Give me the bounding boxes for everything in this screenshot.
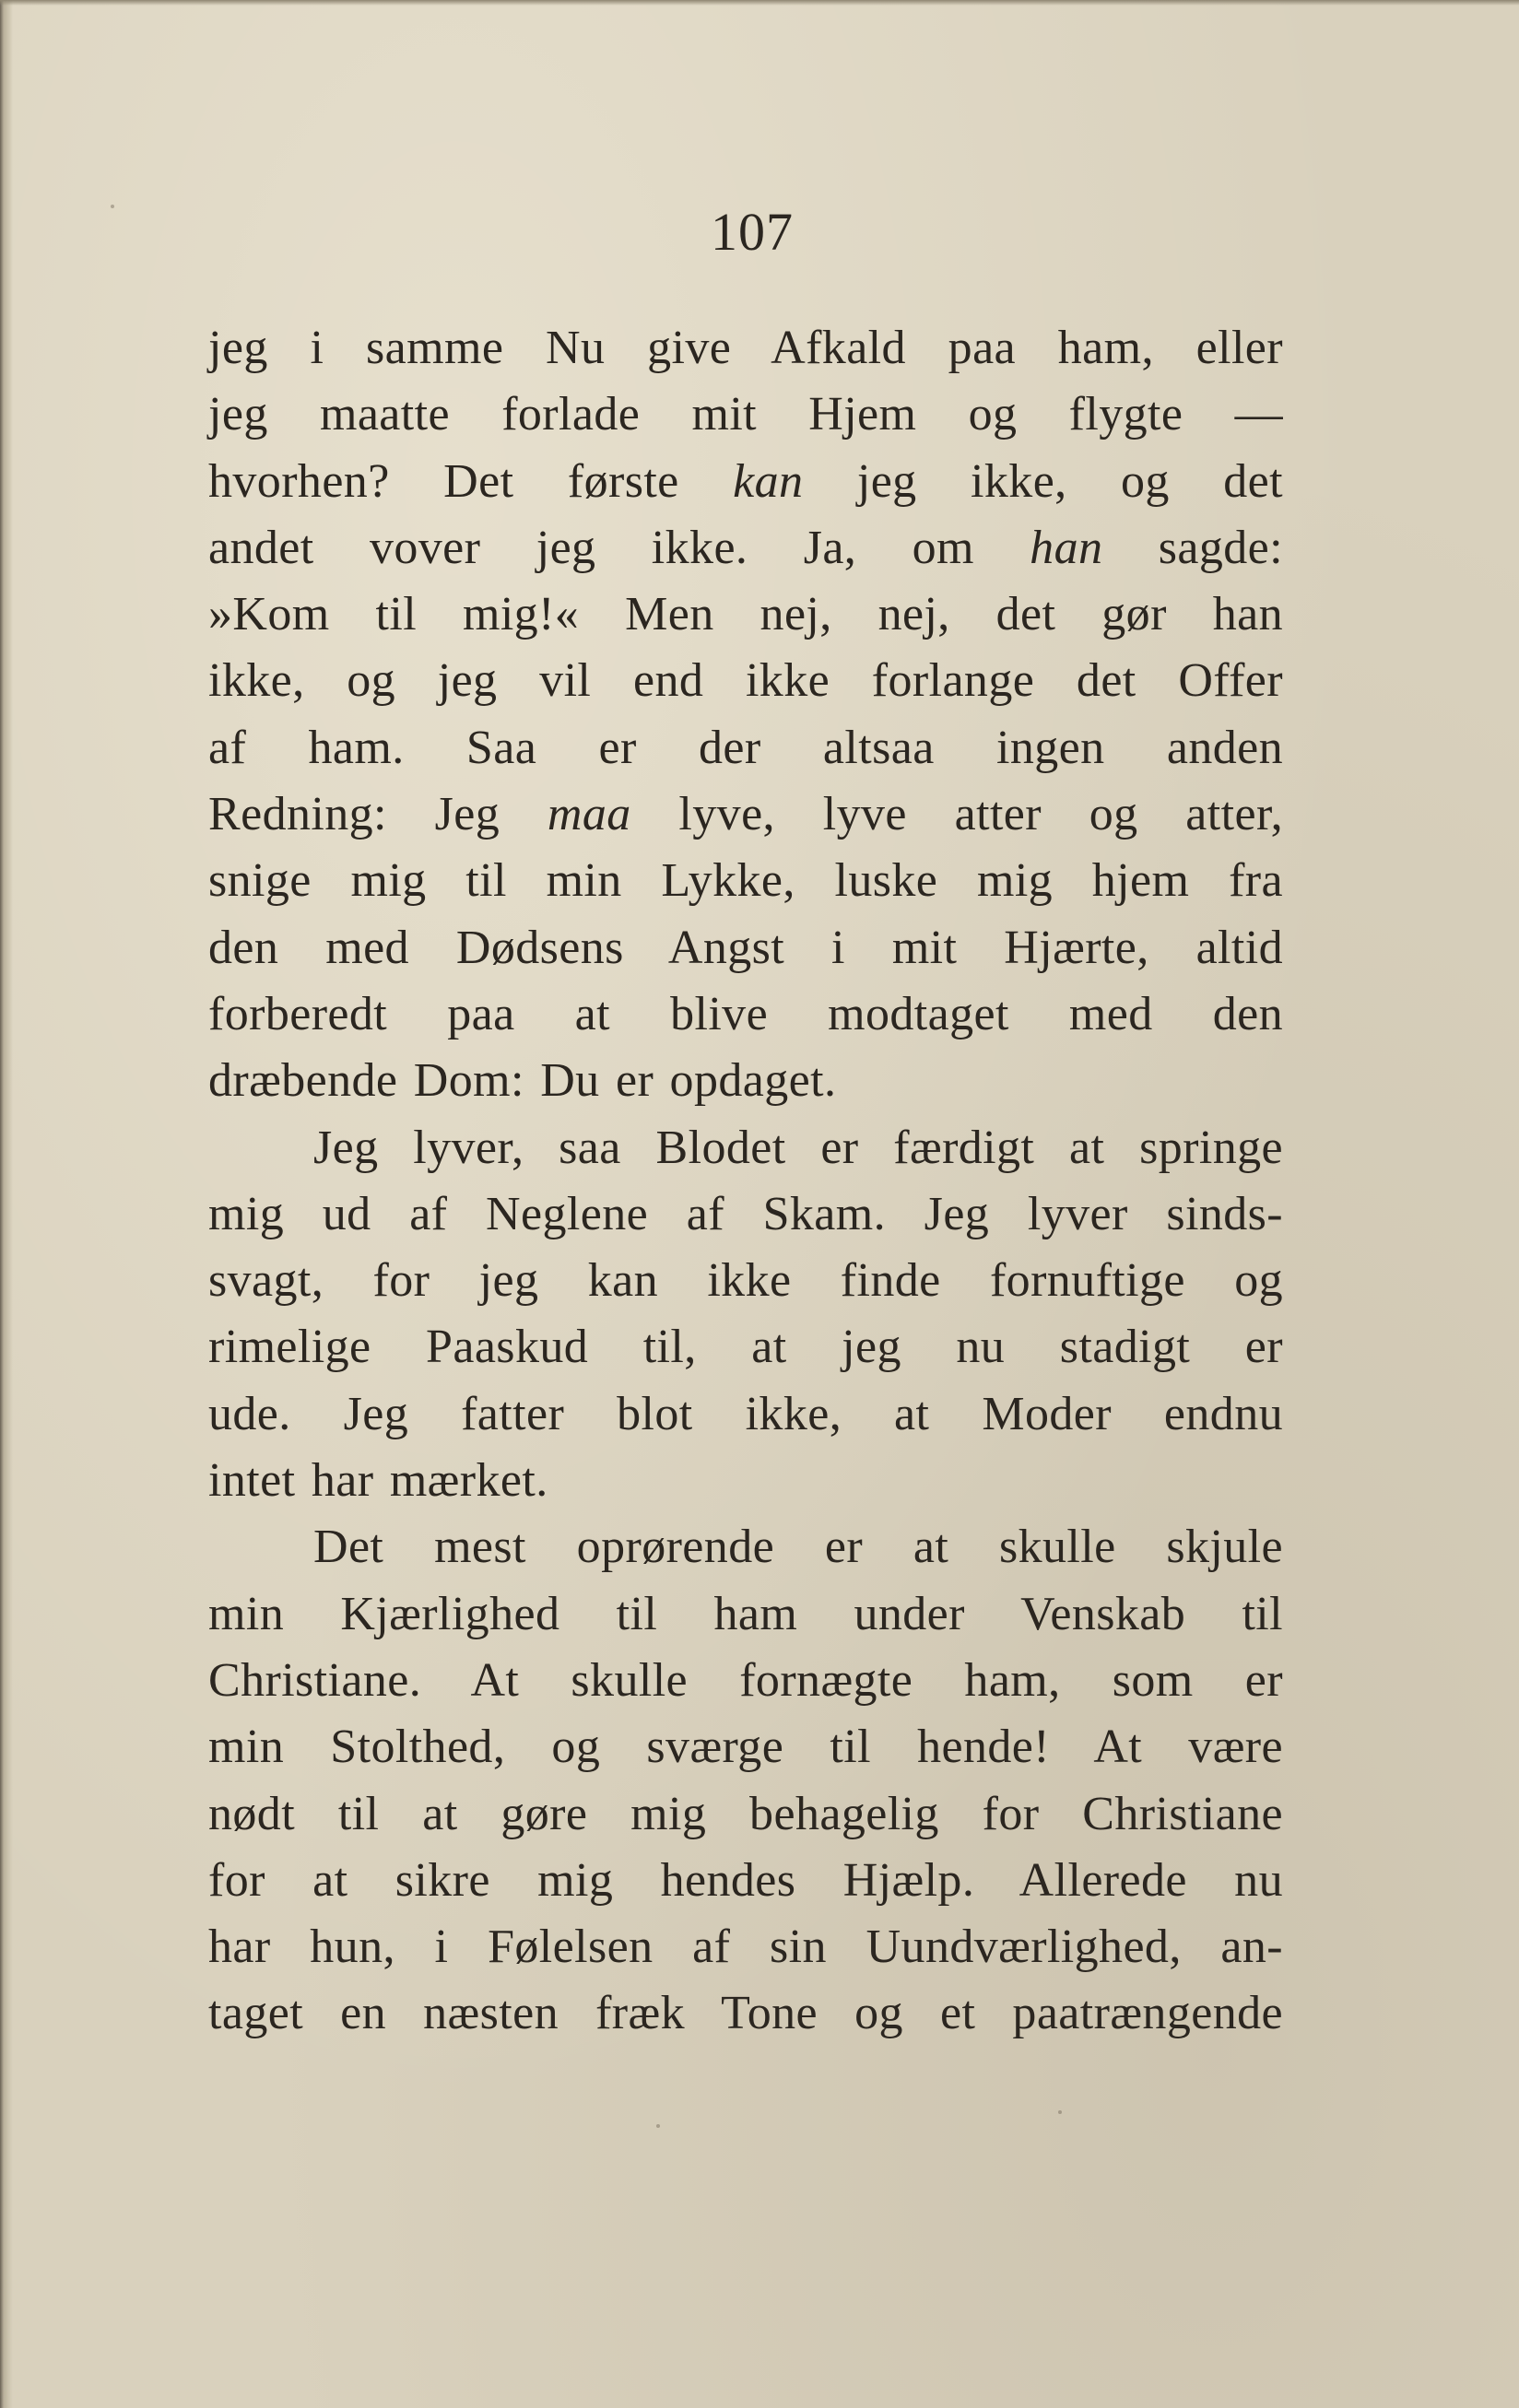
text-line <box>208 1048 1283 1114</box>
page-binding-edge <box>0 0 13 2408</box>
emphasis-text: han <box>1030 521 1103 574</box>
text-line <box>208 848 1283 914</box>
line-text: taget en næsten fræk Tone og et paatrængende <box>208 1987 1283 2040</box>
line-text: har hun, i Følelsen af sin Uundværlighed, an- <box>208 1921 1283 1974</box>
line-text: andet vover jeg ikke. Ja, om <box>208 521 1030 574</box>
line-text: min Stolthed, og sværge til hende! At være <box>208 1721 1283 1774</box>
text-line <box>208 1248 1283 1314</box>
line-text: jeg ikke, og det <box>803 454 1284 508</box>
line-text: af ham. Saa er der altsaa ingen anden <box>208 721 1283 774</box>
line-text: jeg maatte forlade mit Hjem og flygte — <box>208 388 1283 441</box>
text-line <box>208 1914 1283 1980</box>
text-line <box>208 715 1283 781</box>
emphasis-text: maa <box>547 788 631 841</box>
text-line <box>208 1115 1283 1181</box>
paper-speck <box>656 2124 660 2128</box>
text-line <box>208 315 1283 382</box>
text-line <box>208 1514 1283 1580</box>
emphasis-text: kan <box>733 454 804 508</box>
line-text: svagt, for jeg kan ikke finde fornuftige og <box>208 1254 1283 1308</box>
page-top-edge <box>0 0 1519 6</box>
text-line <box>208 1381 1283 1448</box>
page-number: 107 <box>711 202 794 262</box>
line-text: min Kjærlighed til ham under Venskab til <box>208 1587 1283 1640</box>
text-line <box>208 1781 1283 1848</box>
text-line <box>208 449 1283 515</box>
line-text: dræbende Dom: Du er opdaget. <box>208 1054 837 1108</box>
line-text: Christiane. At skulle fornægte ham, som er <box>208 1653 1283 1707</box>
text-line <box>208 1980 1283 2047</box>
line-text: den med Dødsens Angst i mit Hjærte, altid <box>208 921 1283 974</box>
line-text: ikke, og jeg vil end ikke forlange det Offer <box>208 654 1283 708</box>
text-line <box>208 781 1283 848</box>
text-line <box>208 1714 1283 1780</box>
text-line <box>208 581 1283 648</box>
line-text: ude. Jeg fatter blot ikke, at Moder endnu <box>208 1387 1283 1440</box>
text-line <box>208 1448 1283 1514</box>
line-text: snige mig til min Lykke, luske mig hjem fra <box>208 854 1283 908</box>
line-text: sagde: <box>1102 521 1283 574</box>
text-line <box>208 981 1283 1048</box>
text-line <box>208 1314 1283 1380</box>
line-text: Redning: Jeg <box>208 788 548 841</box>
text-line <box>208 915 1283 981</box>
text-line <box>208 1848 1283 1914</box>
line-text: Jeg lyver, saa Blodet er færdigt at springe <box>313 1121 1283 1174</box>
line-text: mig ud af Neglene af Skam. Jeg lyver sinds- <box>208 1187 1283 1240</box>
line-text: lyve, lyve atter og atter, <box>630 788 1283 841</box>
line-text: forberedt paa at blive modtaget med den <box>208 987 1283 1040</box>
text-line <box>208 1581 1283 1648</box>
text-line <box>208 648 1283 714</box>
line-text: nødt til at gøre mig behagelig for Christiane <box>208 1787 1283 1840</box>
text-line <box>208 1648 1283 1714</box>
text-line <box>208 515 1283 581</box>
text-line <box>208 1181 1283 1248</box>
line-text: »Kom til mig!« Men nej, nej, det gør han <box>208 588 1283 641</box>
line-text: for at sikre mig hendes Hjælp. Allerede nu <box>208 1853 1283 1907</box>
line-text: hvorhen? Det første <box>208 454 734 508</box>
line-text: Det mest oprørende er at skulle skjule <box>313 1521 1283 1574</box>
paper-speck <box>1058 2110 1062 2114</box>
line-text: rimelige Paaskud til, at jeg nu stadigt er <box>208 1321 1283 1374</box>
line-text: jeg i samme Nu give Afkald paa ham, eller <box>208 322 1283 374</box>
body-text <box>208 315 1283 2048</box>
line-text: intet har mærket. <box>208 1454 548 1508</box>
text-line <box>208 382 1283 448</box>
